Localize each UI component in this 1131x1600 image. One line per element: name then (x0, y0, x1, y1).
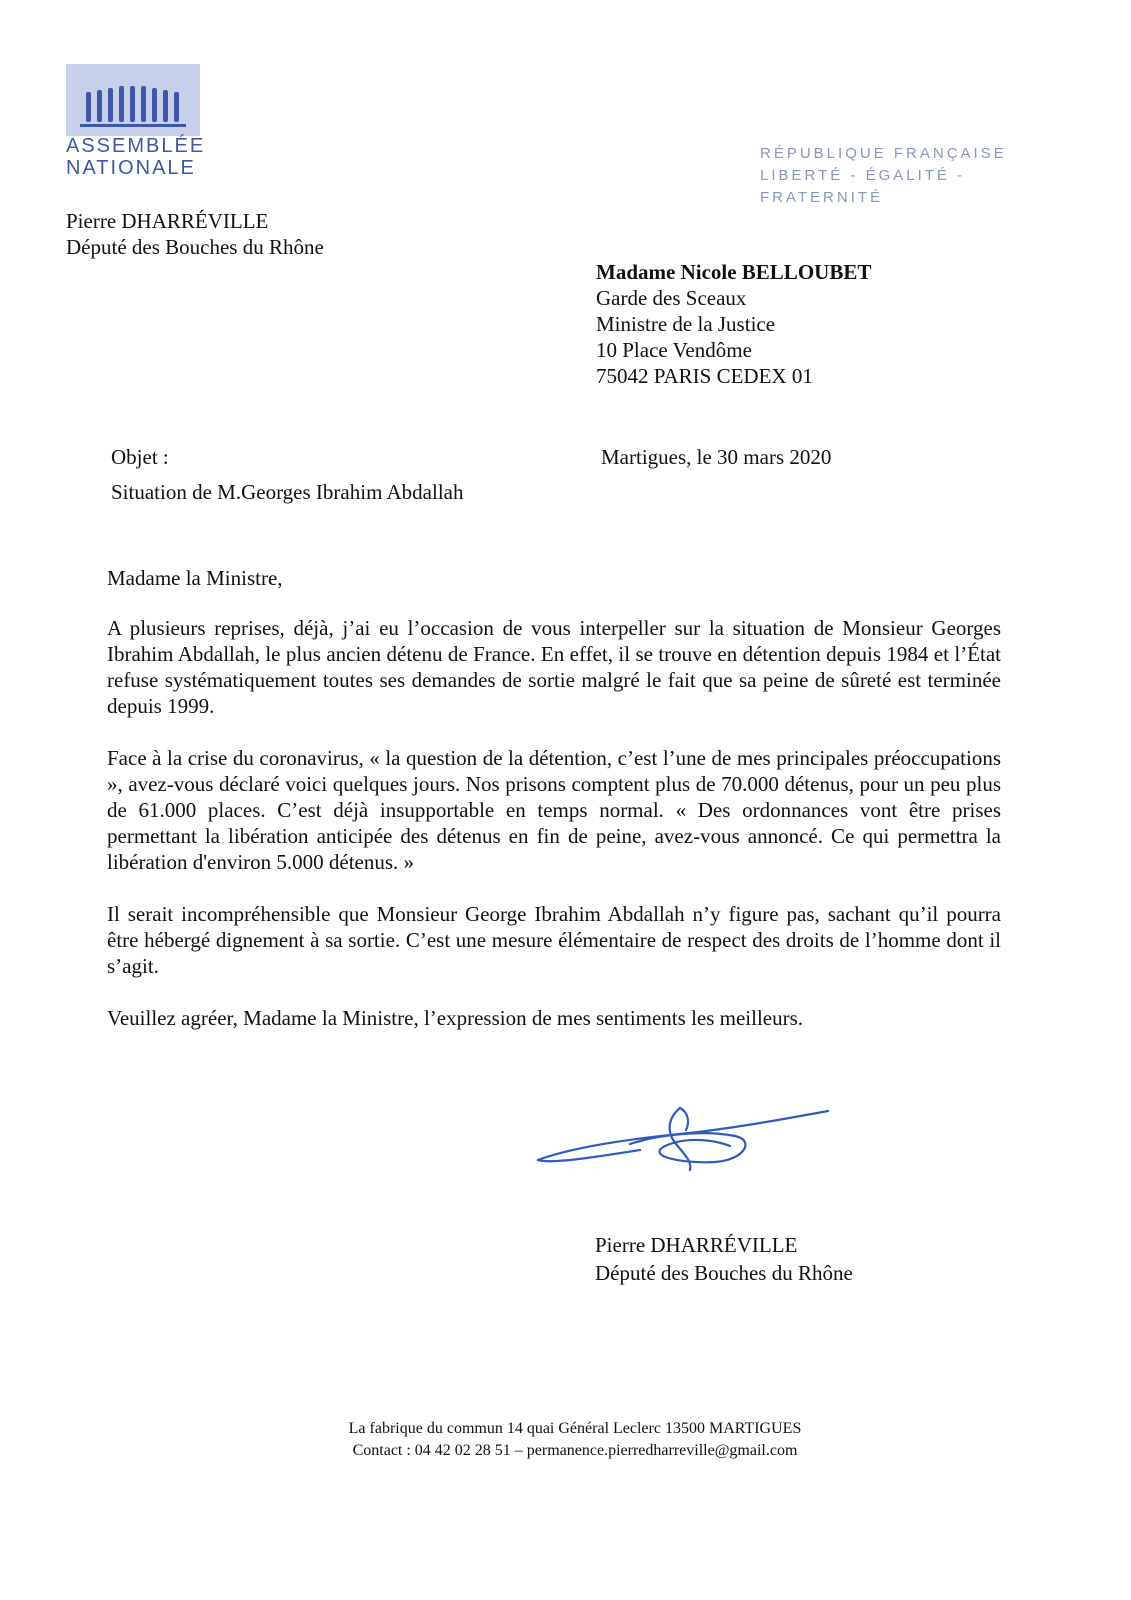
republic-header (760, 143, 1080, 209)
columns-icon (66, 64, 200, 136)
footer-address: La fabrique du commun 14 quai Général Leclerc 13500 MARTIGUES (348, 1420, 802, 1437)
assemblee-nationale-logo (66, 64, 206, 184)
logo-text-line1: ASSEMBLÉE (66, 135, 206, 157)
salutation: Madame la Ministre, (107, 566, 283, 590)
recipient-line1: Garde des Sceaux (596, 286, 747, 310)
recipient-block (596, 259, 871, 389)
recipient-line2: Ministre de la Justice (596, 312, 776, 336)
logo-emblem (66, 64, 200, 136)
republic-motto: LIBERTÉ - ÉGALITÉ - FRATERNITÉ (760, 167, 966, 206)
sender-block (66, 208, 324, 260)
body-paragraph-2: Face à la crise du coronavirus, « la question de la détention, c’est l’une de mes principales préoccupations », avez-vous déclaré voici quelques jours. Nos prisons comptent plus de 70.000 détenus, pour un peu plus de 61.000 places. C’est déjà insupportable en temps normal. « Des ordonnances vont être prises permettant la libération anticipée des détenus en fin de peine, avez-vous annoncé. Ce qui permettra la libération d'environ 5.000 détenus. » (107, 746, 1001, 874)
handwritten-signature (530, 1100, 840, 1180)
sender-name: Pierre DHARRÉVILLE (66, 209, 269, 233)
body-paragraph-1: A plusieurs reprises, déjà, j’ai eu l’occasion de vous interpeller sur la situation de Monsieur Georges Ibrahim Abdallah, le plus ancien détenu de France. En effet, il se trouve en détention depuis 1984 et l’État refuse systématiquement toutes ses demandes de sortie malgré le fait que sa peine de sûreté est terminée depuis 1999. (107, 616, 1001, 718)
recipient-line3: 10 Place Vendôme (596, 338, 752, 362)
recipient-line4: 75042 PARIS CEDEX 01 (596, 364, 813, 388)
body-paragraph-4: Veuillez agréer, Madame la Ministre, l’expression de mes sentiments les meilleurs. (107, 1006, 804, 1030)
object-label: Objet : (111, 445, 169, 469)
signature-block (595, 1231, 853, 1287)
object-text: Situation de M.Georges Ibrahim Abdallah (111, 480, 464, 504)
letter-footer (200, 1418, 950, 1462)
footer-contact: Contact : 04 42 02 28 51 – permanence.pierredharreville@gmail.com (352, 1442, 798, 1459)
letter-body (107, 615, 1001, 1057)
signature-title: Député des Bouches du Rhône (595, 1261, 853, 1285)
republic-title: RÉPUBLIQUE FRANÇAISE (760, 145, 1007, 162)
recipient-name: Madame Nicole BELLOUBET (596, 260, 872, 284)
letter-date: Martigues, le 30 mars 2020 (601, 445, 832, 469)
body-paragraph-3: Il serait incompréhensible que Monsieur George Ibrahim Abdallah n’y figure pas, sachant qu’il pourra être hébergé dignement à sa sortie. C’est une mesure élémentaire de respect des droits de l’homme dont il s’agit. (107, 902, 1001, 978)
logo-text-line2: NATIONALE (66, 157, 196, 179)
signature-name: Pierre DHARRÉVILLE (595, 1233, 798, 1257)
sender-title: Député des Bouches du Rhône (66, 235, 324, 259)
